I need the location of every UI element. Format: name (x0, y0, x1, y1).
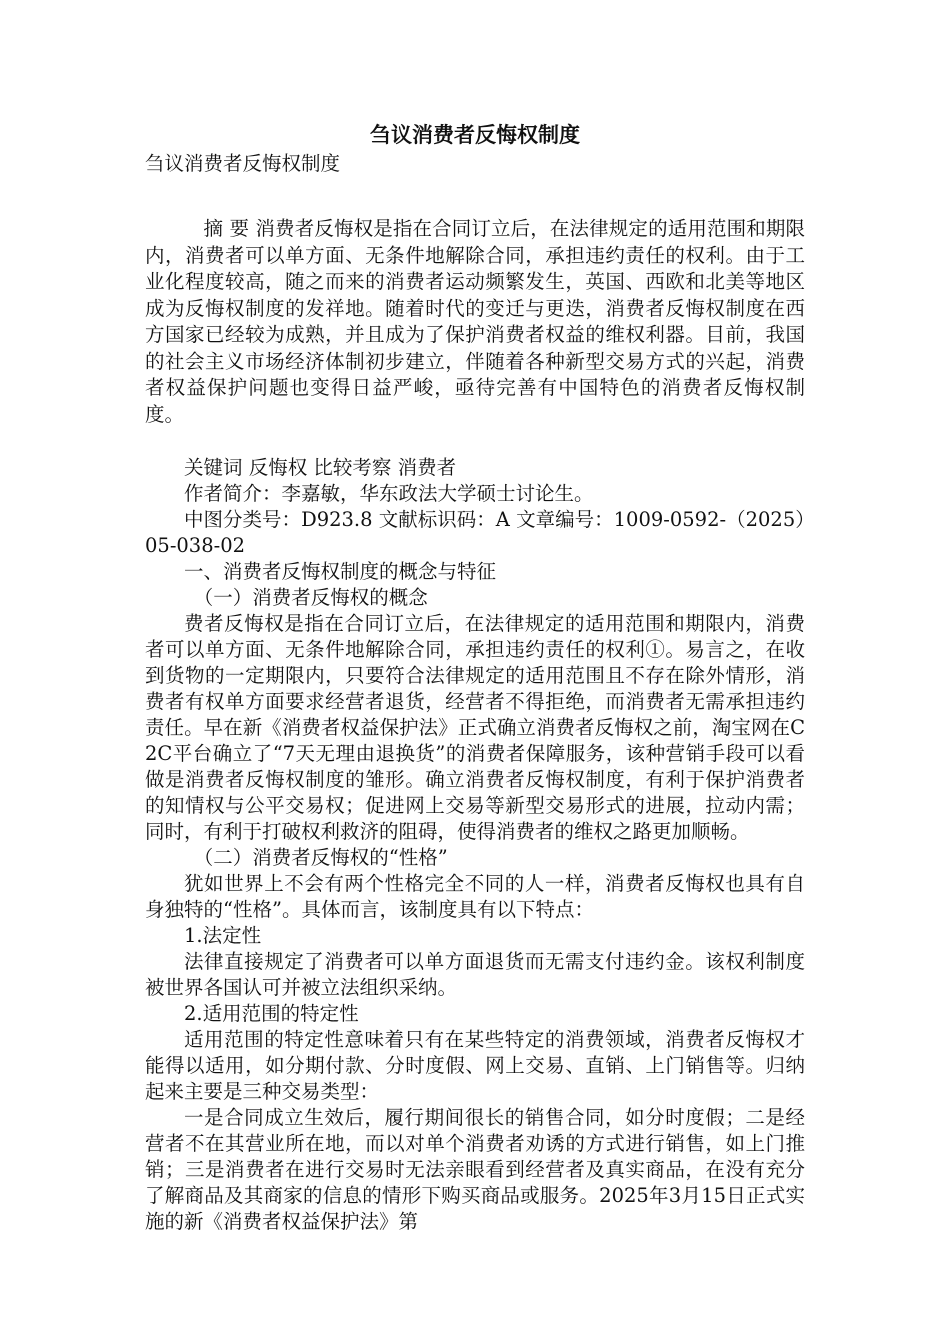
abstract-paragraph: 摘 要 消费者反悔权是指在合同订立后，在法律规定的适用范围和期限内，消费者可以单方面、无条件地解除合同，承担违约责任的权利。由于工业化程度较高，随之而来的消费者运动频繁发生，英国、西欧和北美等地区成为反悔权制度的发祥地。随着时代的变迁与更迭，消费者反悔权制度在西方国家已经较为成熟，并且成为了保护消费者权益的维权利器。目前，我国的社会主义市场经济体制初步建立，伴随着各种新型交易方式的兴起，消费者权益保护问题也变得日益严峻，亟待完善有中国特色的消费者反悔权制度。 (145, 217, 805, 426)
document-page (145, 120, 805, 1235)
document-subtitle: 刍议消费者反悔权制度 (145, 152, 341, 175)
section-1-2-body: 犹如世界上不会有两个性格完全不同的人一样，消费者反悔权也具有自身独特的“性格”。具体而言，该制度具有以下特点： (145, 872, 805, 921)
point-2-heading: 2.适用范围的特定性 (184, 1002, 359, 1025)
point-1-heading: 1.法定性 (184, 924, 262, 947)
classification-line: 中图分类号：D923.8 文献标识码：A 文章编号：1009-0592-（2025）05-038-02 (145, 508, 805, 557)
section-1-1-body: 费者反悔权是指在合同订立后，在法律规定的适用范围和期限内，消费者可以单方面、无条件地解除合同，承担违约责任的权利①。易言之，在收到货物的一定期限内，只要符合法律规定的适用范围且不存在除外情形，消费者有权单方面要求经营者退货，经营者不得拒绝，而消费者无需承担违约责任。早在新《消费者权益保护法》正式确立消费者反悔权之前，淘宝网在C2C平台确立了“7天无理由退换货”的消费者保障服务，该种营销手段可以看做是消费者反悔权制度的雏形。确立消费者反悔权制度，有利于保护消费者的知情权与公平交易权；促进网上交易等新型交易形式的进展，拉动内需；同时，有利于打破权利救济的阻碍，使得消费者的维权之路更加顺畅。 (145, 612, 805, 843)
author-line: 作者简介：李嘉敏，华东政法大学硕士讨论生。 (184, 482, 594, 505)
section-1-heading: 一、消费者反悔权制度的概念与特征 (184, 560, 497, 583)
blank-line (145, 428, 805, 455)
blank-line (145, 177, 805, 204)
section-1-2-heading: （二）消费者反悔权的“性格” (193, 846, 448, 869)
keywords-line: 关键词 反悔权 比较考察 消费者 (184, 456, 457, 479)
point-2-detail: 一是合同成立生效后，履行期间很长的销售合同，如分时度假；二是经营者不在其营业所在地，而以对单个消费者劝诱的方式进行销售，如上门推销；三是消费者在进行交易时无法亲眼看到经营者及真实商品，在没有充分了解商品及其商家的信息的情形下购买商品或服务。2025年3月15日正式实施的新《消费者权益保护法》第 (145, 1106, 805, 1233)
point-1-body: 法律直接规定了消费者可以单方面退货而无需支付违约金。该权利制度被世界各国认可并被立法组织采纳。 (145, 950, 805, 999)
document-title: 刍议消费者反悔权制度 (370, 123, 580, 147)
point-2-body: 适用范围的特定性意味着只有在某些特定的消费领域，消费者反悔权才能得以适用，如分期付款、分时度假、网上交易、直销、上门销售等。归纳起来主要是三种交易类型： (145, 1028, 805, 1103)
section-1-1-heading: （一）消费者反悔权的概念 (193, 586, 428, 609)
